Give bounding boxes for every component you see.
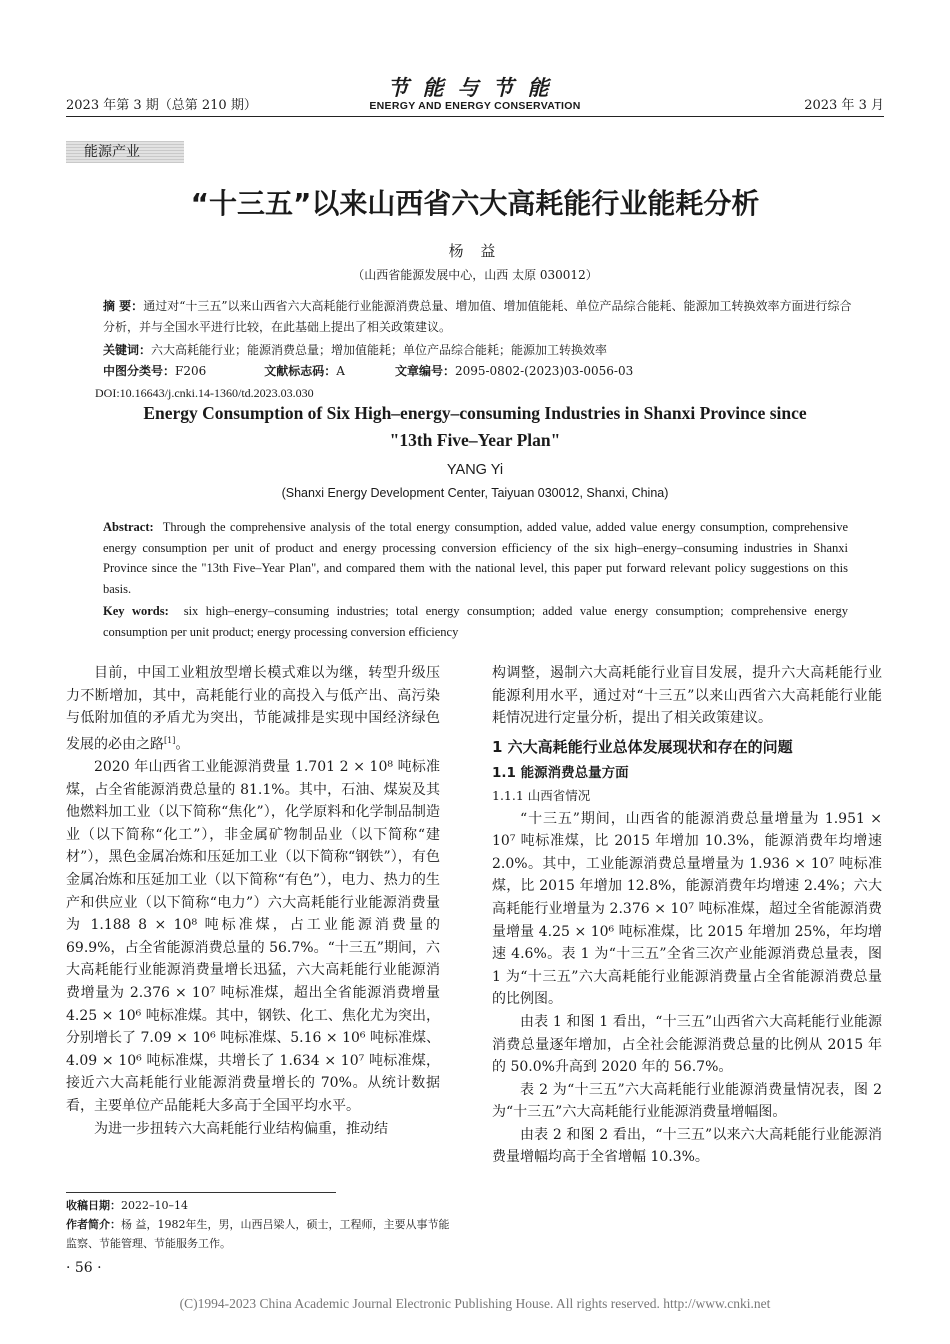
page-title: “十三五”以来山西省六大高耗能行业能耗分析: [190, 187, 760, 220]
body-paragraph: 由表 2 和图 2 看出，“十三五”以来六大高耗能行业能源消费量增幅均高于全省增幅 10.3%。: [492, 1126, 882, 1166]
body-paragraph: 为进一步扭转六大高耗能行业结构偏重，推动结: [94, 1120, 388, 1137]
keywords-cn-label: 关键词：: [103, 343, 152, 357]
body-paragraph: 2020 年山西省工业能源消费量 1.701 2 × 10⁸ 吨标准煤，占全省能源消费总量的 81.1%。其中，石油、煤炭及其他燃料加工业（以下简称“焦化”），化学原料和化学制品制造业（以下简称“化工”），非金属矿物制品业（以下简称“建材”），黑色金属冶炼和压延加工业（以下简称“钢铁”），有色金属冶炼和压延加工业（以下简称“有色”），电力、热力的生产和供应业（以下简称“电力”）六大高耗能行业能源消费量为 1.188 8 × 10⁸ 吨标准煤，占工业能源消费量的 69.9%，占全省能源消费总量的 56.7%。“十三五”期间，六大高耗能行业能源消费量增长迅猛，六大高耗能行业能源消费增量为 2.376 × 10⁷ 吨标准煤，超出全省能源消费增量 4.25 × 10⁶ 吨标准煤。其中，钢铁、化工、焦化尤为突出，分别增长了 7.09 × 10⁶ 吨标准煤、5.16 × 10⁶ 吨标准煤、4.09 × 10⁶ 吨标准煤，共增长了 1.634 × 10⁷ 吨标准煤，接近六大高耗能行业能源消费量增长的 70%。从统计数据看，主要单位产品能耗大多高于全国平均水平。: [66, 759, 440, 1114]
abstract-cn-label: 摘 要：: [103, 299, 144, 313]
footnote-received: [66, 1196, 456, 1215]
journal-title-cn: 节能与节能: [387, 75, 563, 100]
abstract-cn: [103, 296, 863, 338]
footnote-author: [66, 1215, 456, 1253]
header-rule: [66, 116, 884, 117]
section-heading-1: 1 六大高耗能行业总体发展现状和存在的问题: [492, 737, 793, 756]
received-label: 收稿日期：: [66, 1199, 121, 1212]
body-paragraph: 表 2 为“十三五”六大高耗能行业能源消费量情况表，图 2 为“十三五”六大高耗能行业能源消费量增幅图。: [492, 1081, 882, 1121]
affiliation-en: (Shanxi Energy Development Center, Taiyuan 030012, Shanxi, China): [281, 486, 669, 500]
section-heading-1-1-1: 1.1.1 山西省情况: [492, 787, 591, 803]
section-heading-1-1: 1.1 能源消费总量方面: [492, 765, 629, 782]
section-tag: 能源产业: [66, 141, 184, 163]
author-bio-text: 杨 益，1982年生，男，山西吕梁人，硕士，工程师，主要从事节能监察、节能管理、节能服务工作。: [66, 1218, 450, 1250]
title-en-line1: Energy Consumption of Six High–energy–consuming Industries in Shanxi Province since: [143, 403, 807, 423]
body-paragraph: 构调整，遏制六大高耗能行业盲目发展，提升六大高耗能行业能源利用水平，通过对“十三五”以来山西省六大高耗能行业能耗情况进行定量分析，提出了相关政策建议。: [492, 665, 882, 727]
copyright-footer: (C)1994-2023 China Academic Journal Electronic Publishing House. All rights reserved. http://www.cnki.net: [179, 1296, 771, 1311]
author-name-en: YANG Yi: [446, 462, 504, 478]
keywords-cn-text: 六大高耗能行业；能源消费总量；增加值能耗；单位产品综合能耗；能源加工转换效率: [151, 343, 608, 357]
classification-row: [103, 361, 863, 382]
keywords-en: [103, 601, 848, 642]
clc-value: F206: [175, 364, 207, 378]
clc-label: 中图分类号：: [103, 364, 176, 378]
journal-title-en: ENERGY AND ENERGY CONSERVATION: [369, 100, 581, 112]
article-number-value: 2095-0802-(2023)03-0056-03: [454, 364, 634, 378]
body-paragraph: 由表 1 和图 1 看出，“十三五”山西省六大高耗能行业能源消费总量逐年增加，占全社会能源消费总量的比例从 2015 年的 50.0%升高到 2020 年的 56.7%。: [492, 1013, 882, 1076]
affiliation-cn: （山西省能源发展中心，山西 太原 030012）: [352, 268, 598, 282]
article-number-label: 文章编号：: [394, 364, 455, 378]
title-en-line2: "13th Five–Year Plan": [389, 430, 561, 450]
paragraph-text: 目前，中国工业粗放型增长模式难以为继，转型升级压力不断增加，其中，高耗能行业的高投入与低产出、高污染与低附加值的矛盾尤为突出，节能减排是实现中国经济绿色发展的必由之路: [66, 665, 440, 753]
abstract-en-text: Through the comprehensive analysis of the total energy consumption, added value, added value energy consumption, comprehensive energy consumption per unit of product and energy processing conversion efficiency of the six high–energy–consuming industries in Shanxi Province since the "13th Five–Year Plan", and compared them with the national level, this paper put forward relevant policy suggestions on this basis.: [103, 520, 848, 596]
title-en: [80, 400, 870, 454]
body-right-column: [492, 662, 882, 1169]
page-number: · 56 ·: [66, 1260, 102, 1276]
author-name-cn: 杨 益: [448, 242, 502, 260]
doc-code-value: A: [336, 364, 345, 378]
header-issue: 2023 年第 3 期（总第 210 期）: [66, 98, 257, 113]
body-paragraph: [66, 662, 440, 756]
body-paragraph: “十三五”期间，山西省的能源消费总量增量为 1.951 × 10⁷ 吨标准煤，比 2015 年增加 10.3%，能源消费年均增速 2.0%。其中，工业能源消费总量增量为 1.936 × 10⁷ 吨标准煤，比 2015 年增加 12.8%，能源消费年均增速 2.4%；六大高耗能行业增量为 2.376 × 10⁷ 吨标准煤，超过全省能源消费量增量 4.25 × 10⁶ 吨标准煤，比 2015 年增加 25%，年均增速 4.6%。表 1 为“十三五”全省三次产业能源消费总量表，图 1 为“十三五”六大高耗能行业能源消费量占全省能源消费总量的比例图。: [492, 810, 882, 1008]
citation-ref[interactable]: [1]: [164, 735, 176, 745]
keywords-en-label: Key words:: [103, 604, 169, 618]
author-bio-label: 作者简介：: [66, 1218, 121, 1231]
keywords-cn: [103, 340, 863, 361]
doc-code-label: 文献标志码：: [264, 364, 337, 378]
keywords-en-text: six high–energy–consuming industries; total energy consumption; added value energy consumption; comprehensive energy consumption per unit product; energy processing conversion efficiency: [103, 604, 848, 639]
abstract-cn-text: 通过对“十三五”以来山西省六大高耗能行业能源消费总量、增加值、增加值能耗、单位产品综合能耗、能源加工转换效率方面进行综合分析，并与全国水平进行比较，在此基础上提出了相关政策建议。: [103, 299, 852, 334]
doi-link[interactable]: DOI:10.16643/j.cnki.14-1360/td.2023.03.030: [95, 386, 314, 400]
paragraph-end: 。: [175, 736, 190, 753]
abstract-en: [103, 517, 848, 599]
received-date: 2022–10–14: [121, 1199, 188, 1212]
header-date: 2023 年 3 月: [804, 98, 884, 113]
body-left-column: [66, 662, 440, 1140]
abstract-en-label: Abstract:: [103, 520, 154, 534]
footnote-rule: [66, 1192, 336, 1193]
